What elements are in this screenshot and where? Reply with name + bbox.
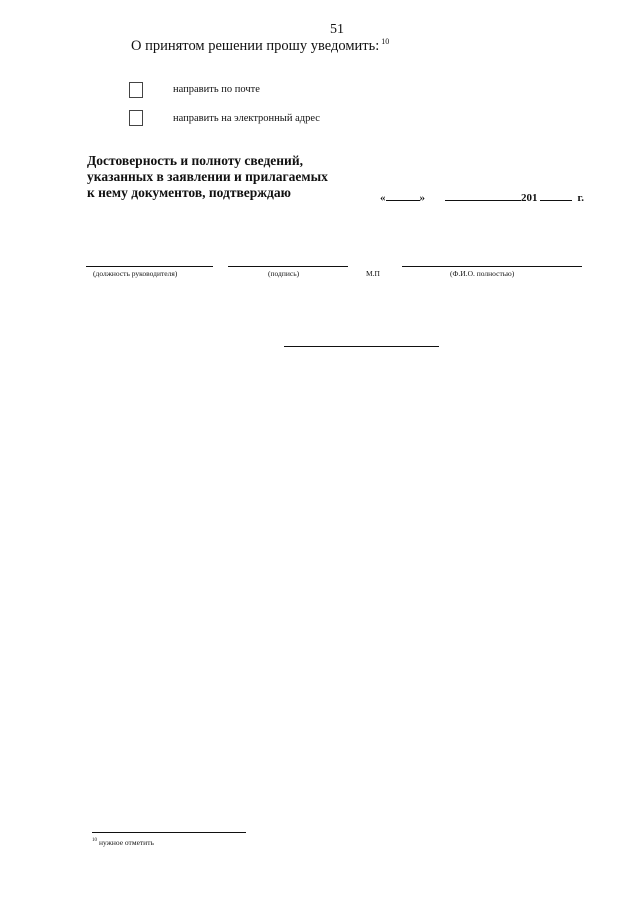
confirmation-line: к нему документов, подтверждаю — [87, 185, 291, 200]
signature-caption: (подпись) — [268, 269, 300, 278]
date-field — [380, 190, 425, 204]
footnote — [92, 838, 154, 847]
date-open-quote: « — [380, 192, 386, 204]
signature-line[interactable] — [228, 266, 348, 267]
confirmation-line: указанных в заявлении и прилагаемых — [87, 169, 328, 184]
notify-heading-text: О принятом решении прошу уведомить: — [131, 38, 380, 54]
date-close-quote: » — [419, 192, 425, 204]
footnote-text: нужное отметить — [99, 838, 154, 847]
confirmation-line: Достоверность и полноту сведений, — [87, 153, 303, 168]
stamp-caption: М.П — [366, 269, 380, 278]
full-name-caption: (Ф.И.О. полностью) — [450, 269, 515, 278]
full-name-line[interactable] — [402, 266, 582, 267]
date-day-blank[interactable] — [386, 190, 420, 201]
page-number: 51 — [330, 22, 344, 37]
date-year-suffix: г. — [577, 192, 585, 204]
confirmation-statement — [87, 153, 328, 201]
footnote-number: 10 — [92, 838, 97, 843]
position-caption: (должность руководителя) — [93, 269, 178, 278]
position-line[interactable] — [86, 266, 213, 267]
footnote-separator — [92, 832, 246, 833]
notify-heading — [131, 37, 389, 55]
date-month-year — [445, 190, 584, 204]
date-month-blank[interactable] — [445, 190, 521, 201]
date-year-prefix: 201 — [521, 192, 538, 204]
send-by-email-checkbox[interactable] — [129, 110, 143, 126]
date-year-blank[interactable] — [540, 190, 572, 201]
send-by-email-label: направить на электронный адрес — [173, 113, 320, 124]
footnote-ref: 10 — [381, 37, 390, 46]
send-by-mail-checkbox[interactable] — [129, 82, 143, 98]
section-divider — [284, 346, 439, 347]
send-by-mail-label: направить по почте — [173, 84, 260, 95]
